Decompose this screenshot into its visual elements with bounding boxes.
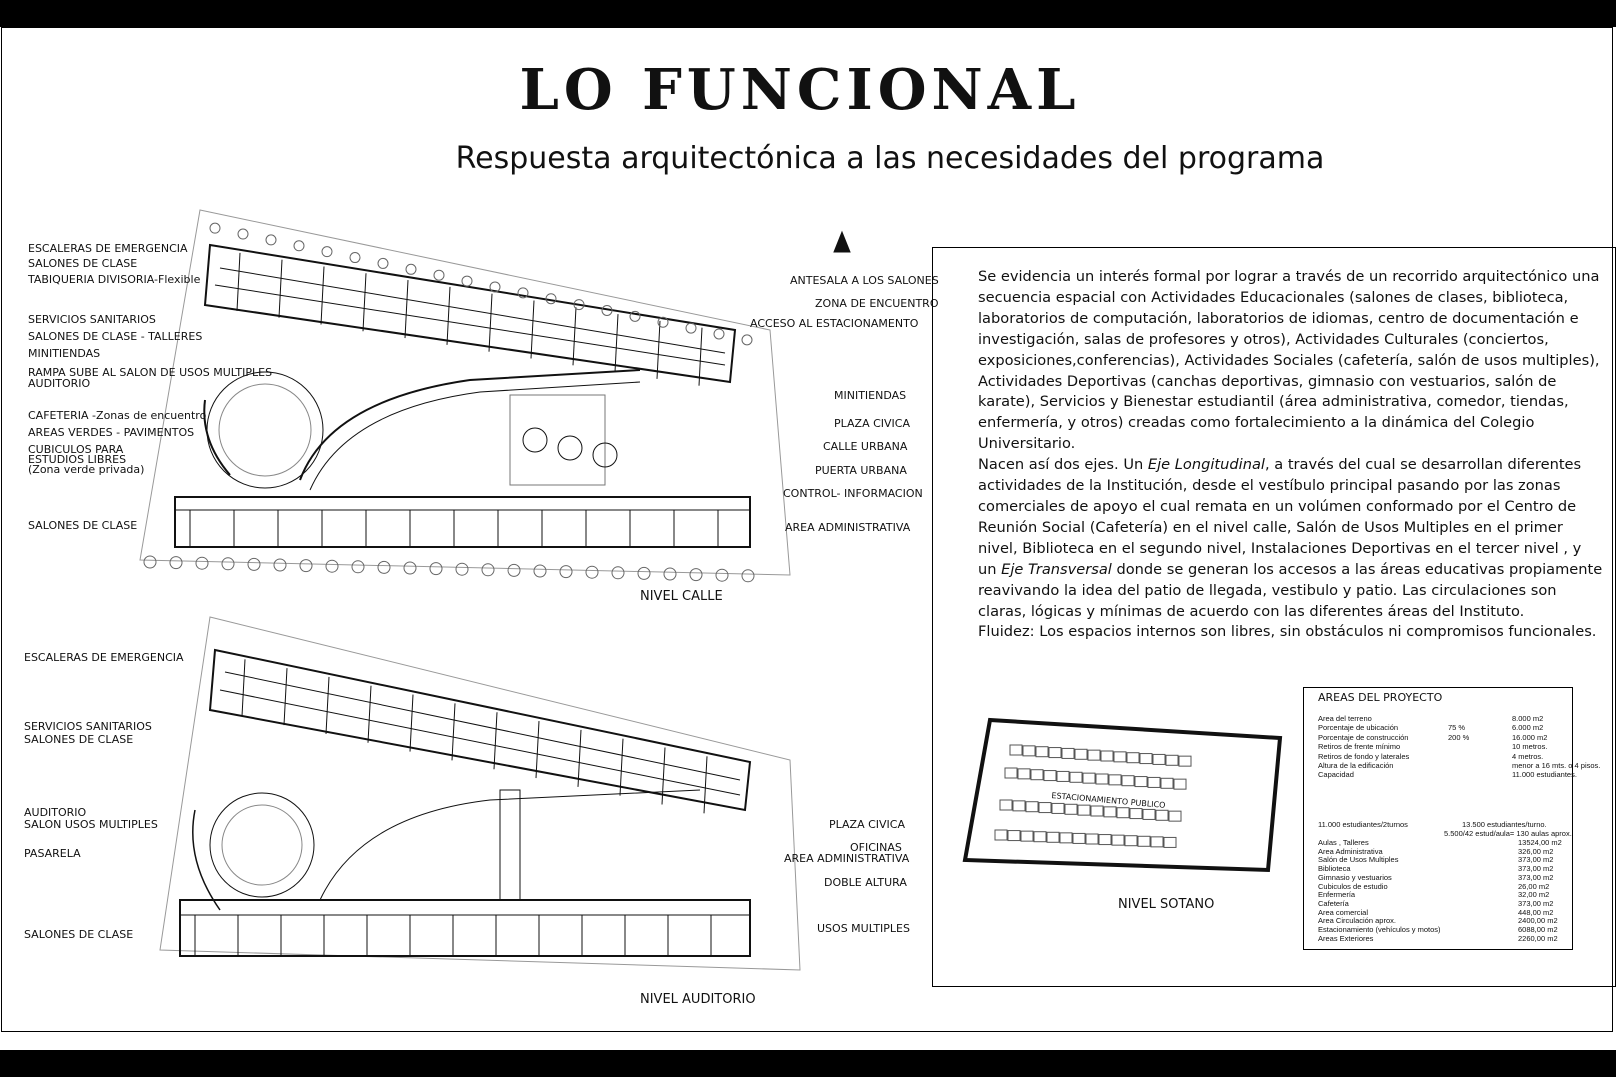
areas-breakdown-value: 373,00 m2 (1518, 898, 1554, 908)
tree-symbol (482, 564, 494, 576)
description-run: (salones de clases, biblioteca, laboratorios de computación, laboratorios de idiomas, centro de documentación e investigación, salas de profesores y otros), (978, 288, 1579, 348)
areas-breakdown-label: Enfermería (1318, 890, 1356, 900)
aud-label-escaleras: ESCALERAS DE EMERGENCIA (24, 651, 184, 664)
aud-label-servicios: SERVICIOS SANITARIOS (24, 720, 152, 733)
auditorio-wall (452, 703, 455, 760)
areas-breakdown-label: Area Circulación aprox. (1318, 916, 1396, 926)
areas-breakdown-value: 32,00 m2 (1518, 890, 1550, 900)
tree-symbol (714, 329, 724, 339)
tree-symbol (170, 557, 182, 569)
calle-label-rampa: RAMPA SUBE AL SALON DE USOS MULTIPLES (28, 366, 273, 379)
calle-label-zona-encuentro: ZONA DE ENCUENTRO (815, 297, 939, 310)
description-run: donde se generan los accesos a las áreas educativas propiamente reavivando la idea del patio de llegada, vestibulo y patio. Las circulaciones son claras, lógicas y mínimas de acuerdo con las diferentes áreas del Instituto. (978, 560, 1603, 620)
aud-label-usos-multiples-r: USOS MULTIPLES (817, 922, 910, 935)
description-run: (cafetería, salón de usos multiples), (1333, 351, 1600, 369)
sotano-inner-label: ESTACIONAMIENTO PUBLICO (1051, 790, 1166, 810)
calle-wall (447, 287, 450, 345)
calle-label-servicios: SERVICIOS SANITARIOS (28, 313, 156, 326)
calle-label-cubiculos: CUBICULOS PARA (28, 443, 124, 456)
aud-label-doble-altura: DOBLE ALTURA (824, 876, 907, 889)
description-axis-term: Eje Transversal (1001, 560, 1112, 578)
calle-label-escaleras: ESCALERAS DE EMERGENCIA (28, 242, 188, 255)
calle-label-control: CONTROL- INFORMACION (783, 487, 923, 500)
tree-symbol (456, 563, 468, 575)
description-p3 (978, 622, 1603, 643)
calle-label-zona-verde: (Zona verde privada) (28, 463, 145, 476)
plan-nivel-calle (140, 210, 850, 582)
areas-row-value: 10 metros. (1512, 742, 1548, 752)
tree-symbol (508, 564, 520, 576)
aud-label-administrativa: AREA ADMINISTRATIVA (784, 852, 910, 865)
description-run: (conciertos, exposiciones,conferencias), (978, 330, 1549, 369)
calle-label-minitiendas: MINITIENDAS (28, 347, 101, 360)
areas-row-value: 8.000 m2 (1512, 714, 1544, 723)
areas-row-label: Retiros de frente mínimo (1318, 742, 1401, 752)
tree-symbol (560, 566, 572, 578)
auditorio-wall (704, 756, 707, 813)
tree-symbol (238, 229, 248, 239)
areas-row-label: Capacidad (1318, 770, 1354, 780)
areas-breakdown-value: 373,00 m2 (1518, 872, 1554, 882)
calle-wall (237, 253, 240, 311)
calle-partitions (190, 253, 718, 547)
description-axis-term: Eje Longitudinal (1147, 456, 1265, 474)
calle-label-talleres: SALONES DE CLASE - TALLERES (28, 330, 203, 343)
aud-label-usos-multiples: SALON USOS MULTIPLES (24, 818, 158, 831)
aud-label-oficinas: OFICINAS (850, 841, 902, 854)
auditorio-wall (368, 686, 371, 743)
caption-nivel-auditorio: NIVEL AUDITORIO (640, 992, 756, 1007)
tree-symbol (716, 569, 728, 581)
tree-symbol (586, 566, 598, 578)
tree-symbol (430, 563, 442, 575)
areas-breakdown-value: 373,00 m2 (1518, 864, 1554, 874)
tree-symbol (294, 241, 304, 251)
description-keyword: Actividades Educacionales (1151, 288, 1345, 306)
aud-label-pasarela: PASARELA (24, 847, 81, 860)
areas-breakdown-value: 26,00 m2 (1518, 881, 1550, 891)
tree-symbol (534, 565, 546, 577)
sheet-title: LO FUNCIONAL (519, 57, 1081, 123)
aud-label-plaza: PLAZA CIVICA (829, 818, 905, 831)
tree-symbol (222, 558, 234, 570)
tree-symbol (434, 270, 444, 280)
calle-label-acceso: ACCESO AL ESTACIONAMENTO (750, 317, 919, 330)
calle-wall (321, 266, 324, 324)
tree-symbol (322, 247, 332, 257)
areas-students-turns: 11.000 estudiantes/2turnos (1318, 820, 1408, 829)
areas-row-percent: 75 % (1448, 723, 1466, 733)
tree-symbol (350, 253, 360, 263)
auditorio-partitions (195, 659, 711, 956)
areas-breakdown-label: Areas Exteriores (1318, 933, 1374, 943)
auditorio-wall (284, 668, 287, 725)
areas-breakdown-label: Area Administrativa (1318, 846, 1383, 856)
areas-breakdown-label: Biblioteca (1318, 864, 1351, 874)
plan-nivel-auditorio (160, 617, 800, 970)
description-run: : Los espacios internos son libres, sin obstáculos ni compromisos funcionales. (1029, 623, 1597, 641)
tree-symbol (300, 560, 312, 572)
aud-label-salones-2: SALONES DE CLASE (24, 928, 134, 941)
calle-trees (144, 223, 754, 582)
description-keyword: Fluidez (978, 623, 1030, 641)
tree-symbol (352, 561, 364, 573)
calle-wall (279, 260, 282, 318)
areas-breakdown-label: Salón de Usos Multiples (1318, 855, 1399, 865)
description-keyword: Actividades Sociales (1184, 351, 1334, 369)
tree-symbol (742, 335, 752, 345)
auditorio-wall (326, 677, 329, 734)
areas-breakdown-label: Aulas , Talleres (1318, 838, 1369, 847)
calle-label-administrativa: AREA ADMINISTRATIVA (785, 521, 911, 534)
auditorio-wall (494, 712, 497, 769)
areas-row-value: 6.000 m2 (1512, 723, 1544, 733)
calle-label-antesala: ANTESALA A LOS SALONES (790, 274, 939, 287)
calle-wall (657, 321, 660, 379)
auditorio-wall (242, 659, 245, 716)
calle-label-minitiendas-r: MINITIENDAS (834, 389, 907, 402)
areas-students-per-turn: 13.500 estudiantes/turno. (1462, 820, 1547, 829)
areas-row-value: menor a 16 mts. o 4 pisos. (1512, 761, 1601, 770)
calle-label-auditorio: AUDITORIO (28, 377, 91, 390)
tree-symbol (686, 323, 696, 333)
auditorio-wall (410, 695, 413, 752)
description-run: (canchas deportivas, gimnasio con vestuarios, salón de karate), (978, 372, 1557, 411)
areas-breakdown-label: Estacionamiento (vehículos y motos) (1318, 925, 1441, 934)
calle-label-plaza: PLAZA CIVICA (834, 417, 910, 430)
calle-wall (489, 294, 492, 352)
tree-symbol (462, 276, 472, 286)
tree-symbol (196, 557, 208, 569)
tree-symbol (690, 569, 702, 581)
tree-symbol (326, 560, 338, 572)
areas-breakdown-value: 6088,00 m2 (1518, 925, 1558, 934)
tree-symbol (406, 264, 416, 274)
calle-wall (363, 273, 366, 331)
areas-breakdown-label: Cafetería (1318, 898, 1349, 908)
caption-nivel-sotano: NIVEL SOTANO (1118, 897, 1215, 912)
areas-row-label: Porcentaje de ubicación (1318, 723, 1399, 733)
areas-title: AREAS DEL PROYECTO (1318, 691, 1443, 704)
areas-classrooms: 5.500/42 estud/aula= 130 aulas aprox. (1444, 829, 1572, 838)
tree-symbol (612, 567, 624, 579)
aud-label-salones: SALONES DE CLASE (24, 733, 134, 746)
calle-label-cafeteria: CAFETERIA -Zonas de encuentro (28, 409, 207, 422)
calle-label-areas-verdes: AREAS VERDES - PAVIMENTOS (28, 426, 195, 439)
areas-row-label: Area del terreno (1318, 714, 1372, 723)
areas-breakdown-value: 2400,00 m2 (1518, 916, 1558, 926)
description-run: (área administrativa, comedor, tiendas, enfermería, y otros) creadas como fortalecimiento a la dinámica del Colegio Universitario. (978, 393, 1569, 453)
tree-symbol (638, 567, 650, 579)
sheet-subtitle: Respuesta arquitectónica a las necesidades del programa (455, 141, 1325, 176)
tree-symbol (210, 223, 220, 233)
tree-symbol (266, 235, 276, 245)
areas-row-value: 4 metros. (1512, 751, 1544, 761)
areas-breakdown-value: 448,00 m2 (1518, 907, 1554, 917)
tree-symbol (144, 556, 156, 568)
tree-symbol (378, 561, 390, 573)
calle-label-estudios: ESTUDIOS LIBRES (28, 453, 127, 466)
areas-row-label: Porcentaje de construcción (1318, 732, 1409, 742)
areas-breakdown-label: Area comercial (1318, 907, 1369, 917)
areas-breakdown-value: 2260,00 m2 (1518, 933, 1558, 943)
description-run: , a través del cual se desarrollan diferentes actividades de la Institución, desde el vestíbulo principal pasando por las zonas comerciales de apoyo el cual remata en un volúmen conformado por el Centro de Reunión Social (Cafetería) en el nivel calle, Salón de Usos Multiples en el primer nivel, Biblioteca en el segundo nivel, Instalaciones Deportivas en el tercer nivel , y un (978, 456, 1582, 578)
description-run: Se evidencia un interés formal por lograr a través de un recorrido arquitectónico una secuencia espacial con (978, 268, 1600, 306)
calle-wall (531, 300, 534, 358)
description-keyword: Servicios y Bienestar estudiantil (1039, 393, 1275, 411)
areas-row-label: Retiros de fondo y laterales (1318, 751, 1410, 761)
tree-symbol (274, 559, 286, 571)
areas-row-percent: 200 % (1448, 732, 1470, 742)
calle-wall (573, 307, 576, 365)
description-keyword: Actividades Culturales (1295, 330, 1459, 348)
auditorio-wall (536, 721, 539, 778)
calle-label-calle-urbana: CALLE URBANA (823, 440, 908, 453)
areas-breakdown-value: 326,00 m2 (1518, 846, 1554, 856)
areas-breakdown-value: 373,00 m2 (1518, 855, 1554, 865)
tree-symbol (404, 562, 416, 574)
areas-breakdown-label: Cubiculos de estudio (1318, 881, 1388, 891)
description-p2 (978, 455, 1603, 622)
areas-breakdown-value: 13524,00 m2 (1518, 838, 1562, 847)
areas-row-label: Altura de la edificación (1318, 761, 1394, 770)
bottom-black-band (0, 1050, 1616, 1077)
tree-symbol (248, 558, 260, 570)
description-run: Nacen así dos ejes. Un (978, 456, 1148, 474)
calle-label-salones-2: SALONES DE CLASE (28, 519, 138, 532)
areas-row-value: 16.000 m2 (1512, 732, 1548, 742)
calle-wall (615, 314, 618, 372)
aud-label-auditorio: AUDITORIO (24, 806, 87, 819)
calle-label-salones: SALONES DE CLASE (28, 257, 138, 270)
areas-breakdown-label: Gimnasio y vestuarios (1318, 872, 1392, 882)
description-keyword: Actividades Deportivas (978, 372, 1147, 390)
calle-label-puerta: PUERTA URBANA (815, 464, 907, 477)
calle-wall (405, 280, 408, 338)
description-p1 (978, 267, 1603, 455)
calle-label-tabiqueria: TABIQUERIA DIVISORIA-Flexible (28, 273, 201, 286)
areas-row-value: 11.000 estudiantes. (1512, 770, 1577, 780)
caption-nivel-calle: NIVEL CALLE (640, 589, 723, 604)
tree-symbol (664, 568, 676, 580)
tree-symbol (378, 258, 388, 268)
tree-symbol (742, 570, 754, 582)
description-text (978, 267, 1603, 643)
